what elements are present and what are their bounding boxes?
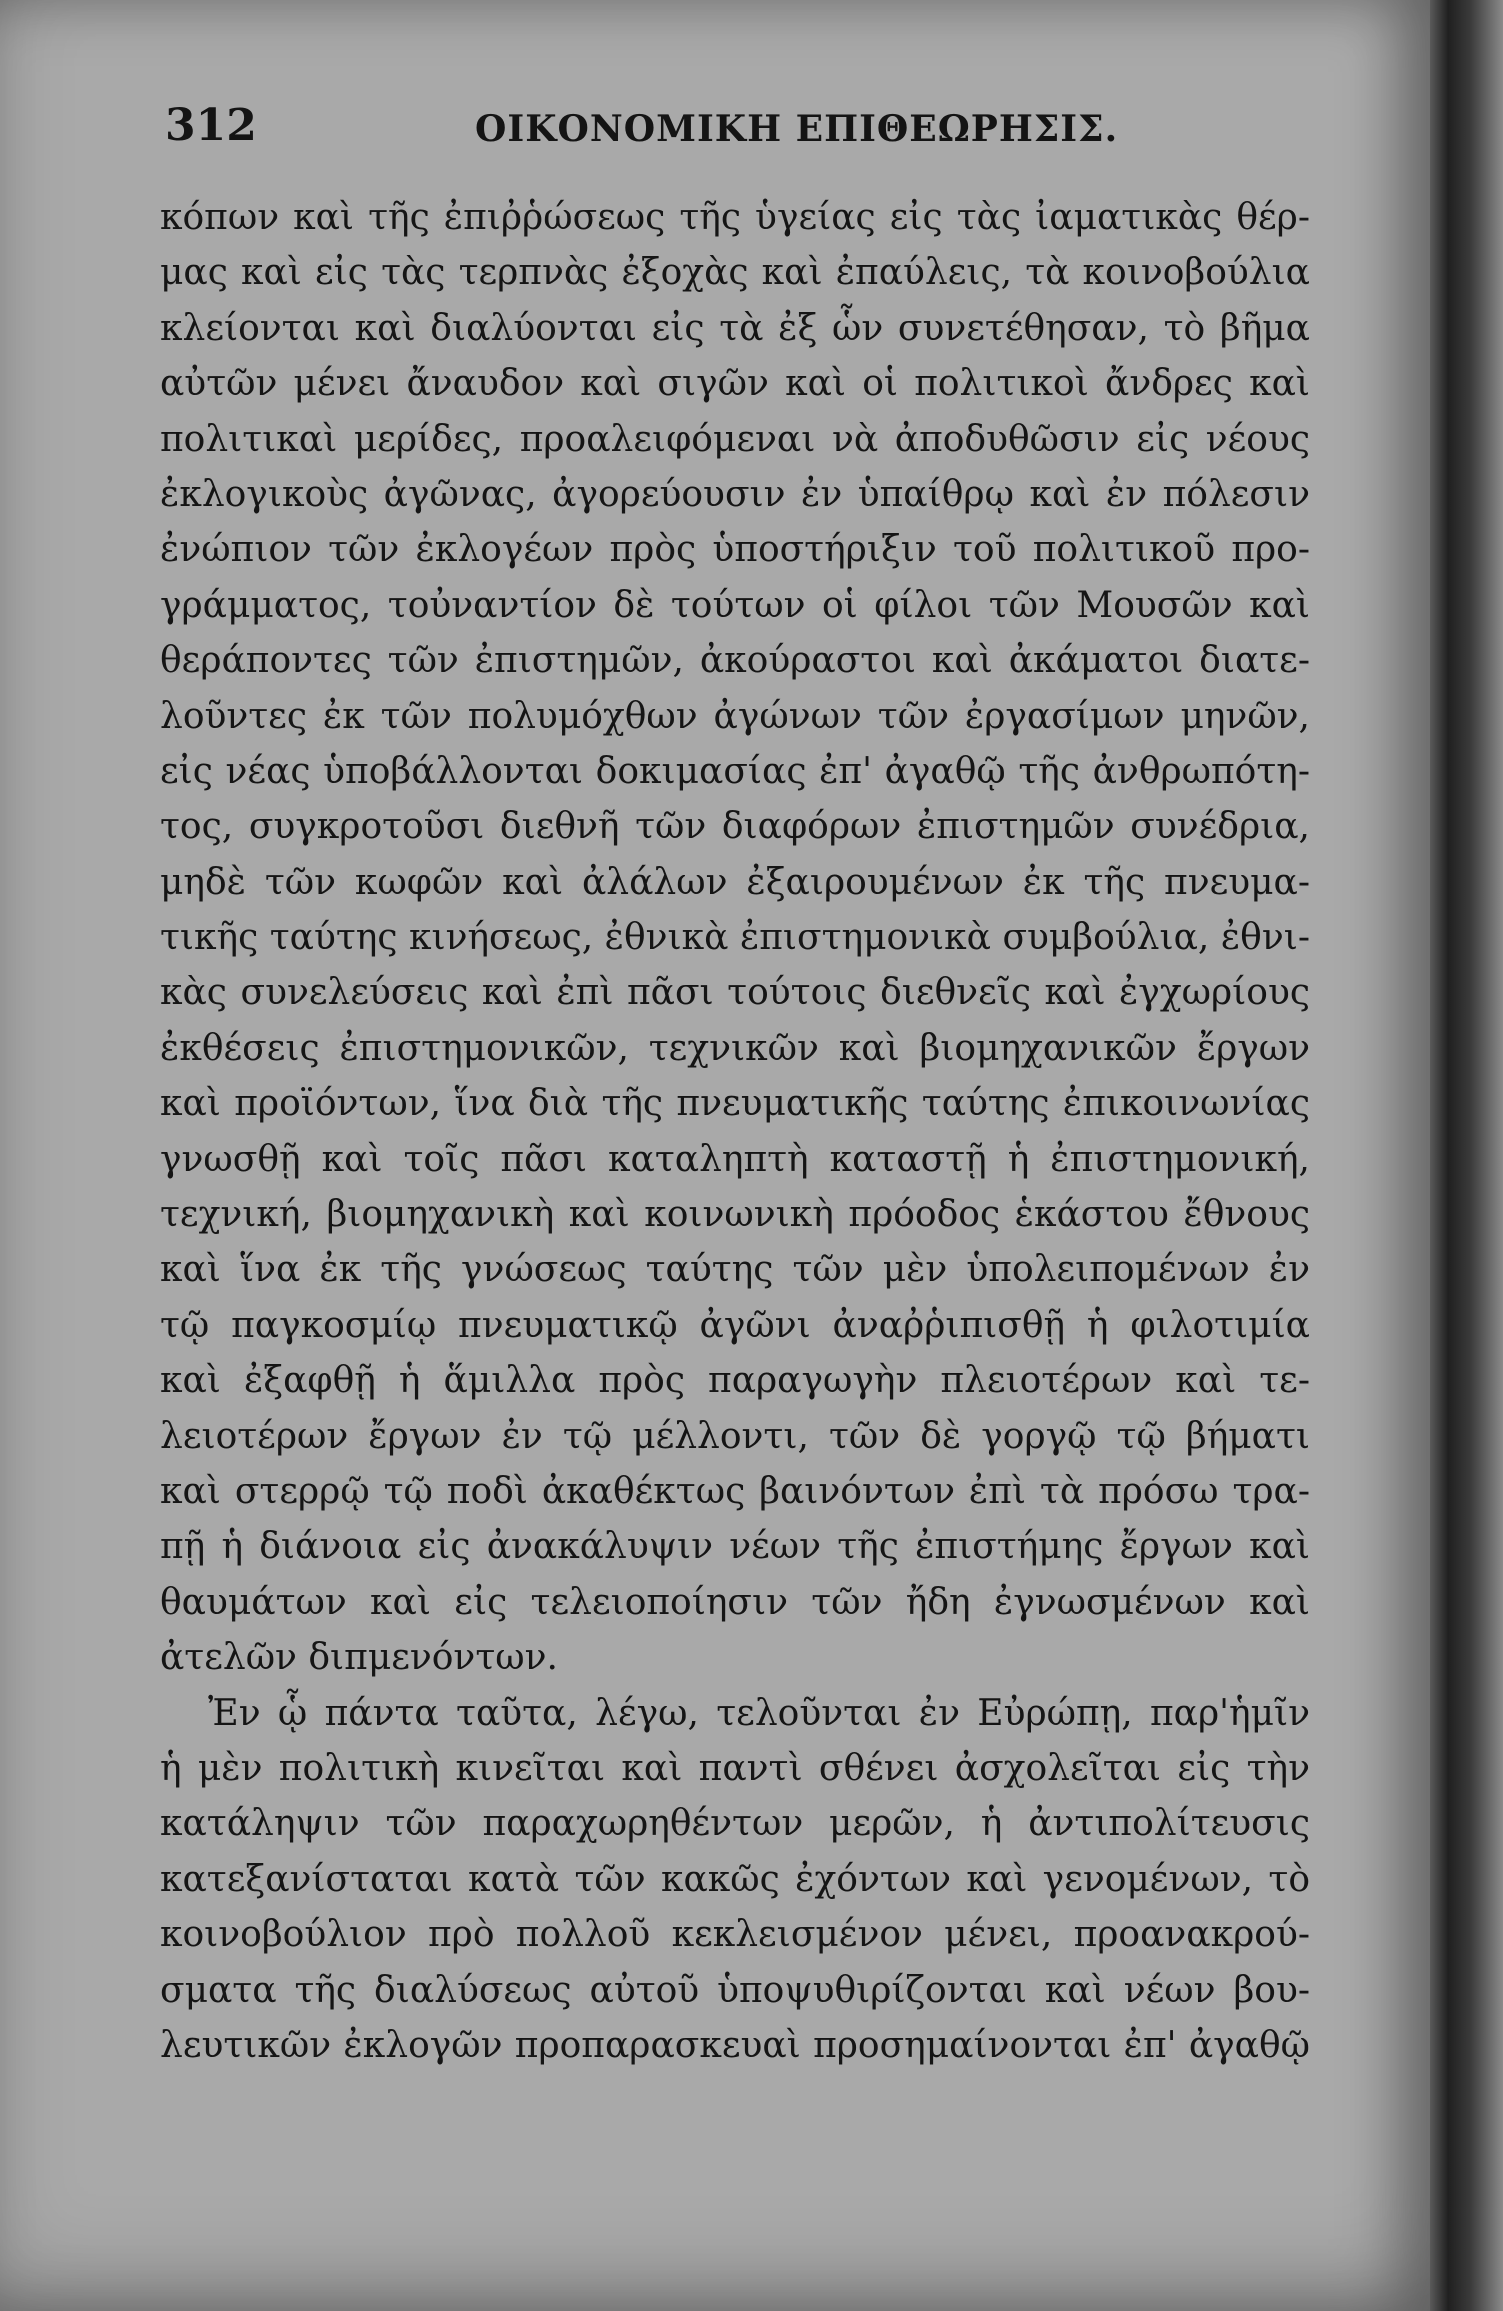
book-gutter — [1430, 0, 1503, 2311]
text-line: κοινοβούλιον πρὸ πολλοῦ κεκλεισμένον μένει, προανακρού- — [160, 1914, 1310, 1956]
text-line: καὶ ἐξαφθῇ ἡ ἅμιλλα πρὸς παραγωγὴν πλειοτέρων καὶ τε- — [160, 1360, 1310, 1402]
text-line: καὶ ἵνα ἐκ τῆς γνώσεως ταύτης τῶν μὲν ὑπολειπομένων ἐν — [160, 1249, 1310, 1291]
page-header — [165, 100, 1345, 160]
text-line: κὰς συνελεύσεις καὶ ἐπὶ πᾶσι τούτοις διεθνεῖς καὶ ἐγχωρίους — [160, 972, 1310, 1014]
text-line: θαυμάτων καὶ εἰς τελειοποίησιν τῶν ἤδη ἐγνωσμένων καὶ — [160, 1581, 1310, 1623]
text-line: λοῦντες ἐκ τῶν πολυμόχθων ἀγώνων τῶν ἐργασίμων μηνῶν, — [160, 695, 1310, 737]
text-line: κλείονται καὶ διαλύονται εἰς τὰ ἐξ ὧν συνετέθησαν, τὸ βῆμα — [160, 307, 1310, 349]
body-text — [160, 190, 1310, 2073]
text-line: ἐκθέσεις ἐπιστημονικῶν, τεχνικῶν καὶ βιομηχανικῶν ἔργων — [160, 1027, 1310, 1069]
page-number: 312 — [165, 100, 257, 151]
text-line: Ἐν ᾧ πάντα ταῦτα, λέγω, τελοῦνται ἐν Εὐρώπῃ, παρ'ἡμῖν — [208, 1692, 1310, 1734]
running-title: ΟΙΚΟΝΟΜΙΚΗ ΕΠΙΘΕΩΡΗΣΙΣ. — [475, 108, 1119, 150]
text-line: τικῆς ταύτης κινήσεως, ἐθνικὰ ἐπιστημονικὰ συμβούλια, ἐθνι- — [160, 917, 1310, 959]
text-line: ἐκλογικοὺς ἀγῶνας, ἀγορεύουσιν ἐν ὑπαίθρῳ καὶ ἐν πόλεσιν — [160, 473, 1310, 515]
text-line: ἡ μὲν πολιτικὴ κινεῖται καὶ παντὶ σθένει ἀσχολεῖται εἰς τὴν — [160, 1747, 1310, 1789]
text-line: κατεξανίσταται κατὰ τῶν κακῶς ἐχόντων καὶ γενομένων, τὸ — [160, 1858, 1310, 1900]
text-line: καὶ προϊόντων, ἵνα διὰ τῆς πνευματικῆς ταύτης ἐπικοινωνίας — [160, 1083, 1310, 1125]
text-line: θεράποντες τῶν ἐπιστημῶν, ἀκούραστοι καὶ ἀκάματοι διατε- — [160, 640, 1310, 682]
text-line: αὐτῶν μένει ἄναυδον καὶ σιγῶν καὶ οἱ πολιτικοὶ ἄνδρες καὶ — [160, 363, 1310, 405]
text-line: τεχνική, βιομηχανικὴ καὶ κοινωνικὴ πρόοδος ἑκάστου ἔθνους — [160, 1194, 1310, 1236]
text-line: μας καὶ εἰς τὰς τερπνὰς ἐξοχὰς καὶ ἐπαύλεις, τὰ κοινοβούλια — [160, 252, 1310, 294]
text-line: ἐνώπιον τῶν ἐκλογέων πρὸς ὑποστήριξιν τοῦ πολιτικοῦ προ- — [160, 529, 1310, 571]
text-line: σματα τῆς διαλύσεως αὐτοῦ ὑποψυθιρίζονται καὶ νέων βου- — [160, 1969, 1310, 2011]
text-line: καὶ στερρῷ τῷ ποδὶ ἀκαθέκτως βαινόντων ἐπὶ τὰ πρόσω τρα- — [160, 1470, 1310, 1512]
text-line: τῷ παγκοσμίῳ πνευματικῷ ἀγῶνι ἀναῤῥιπισθῇ ἡ φιλοτιμία — [160, 1304, 1310, 1346]
text-line: λειοτέρων ἔργων ἐν τῷ μέλλοντι, τῶν δὲ γοργῷ τῷ βήματι — [160, 1415, 1310, 1457]
text-line: γράμματος, τοὐναντίον δὲ τούτων οἱ φίλοι τῶν Μουσῶν καὶ — [160, 584, 1310, 626]
text-line: λευτικῶν ἐκλογῶν προπαρασκευαὶ προσημαίνονται ἐπ' ἀγαθῷ — [160, 2024, 1310, 2066]
text-line: τος, συγκροτοῦσι διεθνῆ τῶν διαφόρων ἐπιστημῶν συνέδρια, — [160, 806, 1310, 848]
text-line: πῇ ἡ διάνοια εἰς ἀνακάλυψιν νέων τῆς ἐπιστήμης ἔργων καὶ — [160, 1526, 1310, 1568]
text-line: εἰς νέας ὑποβάλλονται δοκιμασίας ἐπ' ἀγαθῷ τῆς ἀνθρωπότη- — [160, 750, 1310, 792]
text-line: ἀτελῶν διπμενόντων. — [160, 1637, 558, 1679]
text-line: μηδὲ τῶν κωφῶν καὶ ἀλάλων ἐξαιρουμένων ἐκ τῆς πνευμα- — [160, 861, 1310, 903]
text-line: κόπων καὶ τῆς ἐπιῤῥώσεως τῆς ὑγείας εἰς τὰς ἰαματικὰς θέρ- — [160, 197, 1310, 238]
text-line: γνωσθῇ καὶ τοῖς πᾶσι καταληπτὴ καταστῇ ἡ ἐπιστημονική, — [160, 1138, 1310, 1180]
text-line: κατάληψιν τῶν παραχωρηθέντων μερῶν, ἡ ἀντιπολίτευσις — [160, 1803, 1310, 1845]
text-line: πολιτικαὶ μερίδες, προαλειφόμεναι νὰ ἀποδυθῶσιν εἰς νέους — [160, 418, 1310, 460]
